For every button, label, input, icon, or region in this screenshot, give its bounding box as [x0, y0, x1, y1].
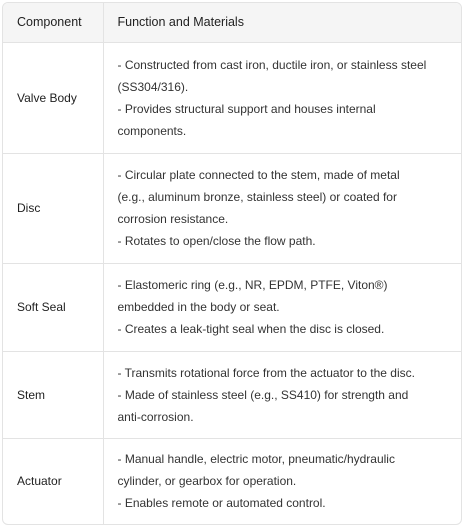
table-row: [3, 42, 462, 153]
component-description: [103, 263, 462, 351]
description-line: - Constructed from cast iron, ductile iron, or stainless steel: [117, 57, 427, 72]
component-name: Disc: [3, 153, 103, 263]
description-line: (e.g., aluminum bronze, stainless steel) or coated for: [117, 190, 397, 204]
component-description: [103, 153, 462, 263]
table-row: [3, 263, 462, 351]
component-description: [103, 438, 462, 524]
description-line: - Manual handle, electric motor, pneumatic/hydraulic: [117, 452, 395, 467]
component-description: [103, 351, 462, 438]
table-header-row: [3, 3, 462, 42]
table-row: [3, 153, 462, 263]
description-line: - Creates a leak-tight seal when the disc is closed.: [117, 322, 385, 336]
description-line: embedded in the body or seat.: [117, 300, 280, 314]
header-function-and-materials: Function and Materials: [103, 3, 462, 42]
description-line: - Elastomeric ring (e.g., NR, EPDM, PTFE, Viton®): [117, 278, 388, 292]
header-component: Component: [3, 3, 103, 42]
component-name: Stem: [3, 351, 103, 438]
description-line: - Provides structural support and houses internal: [117, 101, 376, 116]
description-line: components.: [117, 123, 187, 138]
table-row: [3, 438, 462, 524]
component-name: Valve Body: [17, 90, 77, 105]
component-name: Soft Seal: [3, 263, 103, 351]
description-line: (SS304/316).: [117, 79, 189, 94]
components-table: [3, 3, 462, 524]
description-line: - Transmits rotational force from the actuator to the disc.: [117, 365, 415, 380]
description-line: - Made of stainless steel (e.g., SS410) for strength and: [117, 387, 409, 402]
component-name: Actuator: [3, 438, 103, 524]
description-line: corrosion resistance.: [117, 212, 229, 226]
description-line: - Enables remote or automated control.: [117, 496, 326, 511]
components-table-container: [2, 2, 462, 525]
component-description: [103, 42, 462, 153]
description-line: - Circular plate connected to the stem, made of metal: [117, 168, 400, 182]
description-line: cylinder, or gearbox for operation.: [117, 474, 297, 489]
description-line: - Rotates to open/close the flow path.: [117, 234, 316, 248]
table-row: [3, 351, 462, 438]
description-line: anti-corrosion.: [117, 409, 194, 424]
